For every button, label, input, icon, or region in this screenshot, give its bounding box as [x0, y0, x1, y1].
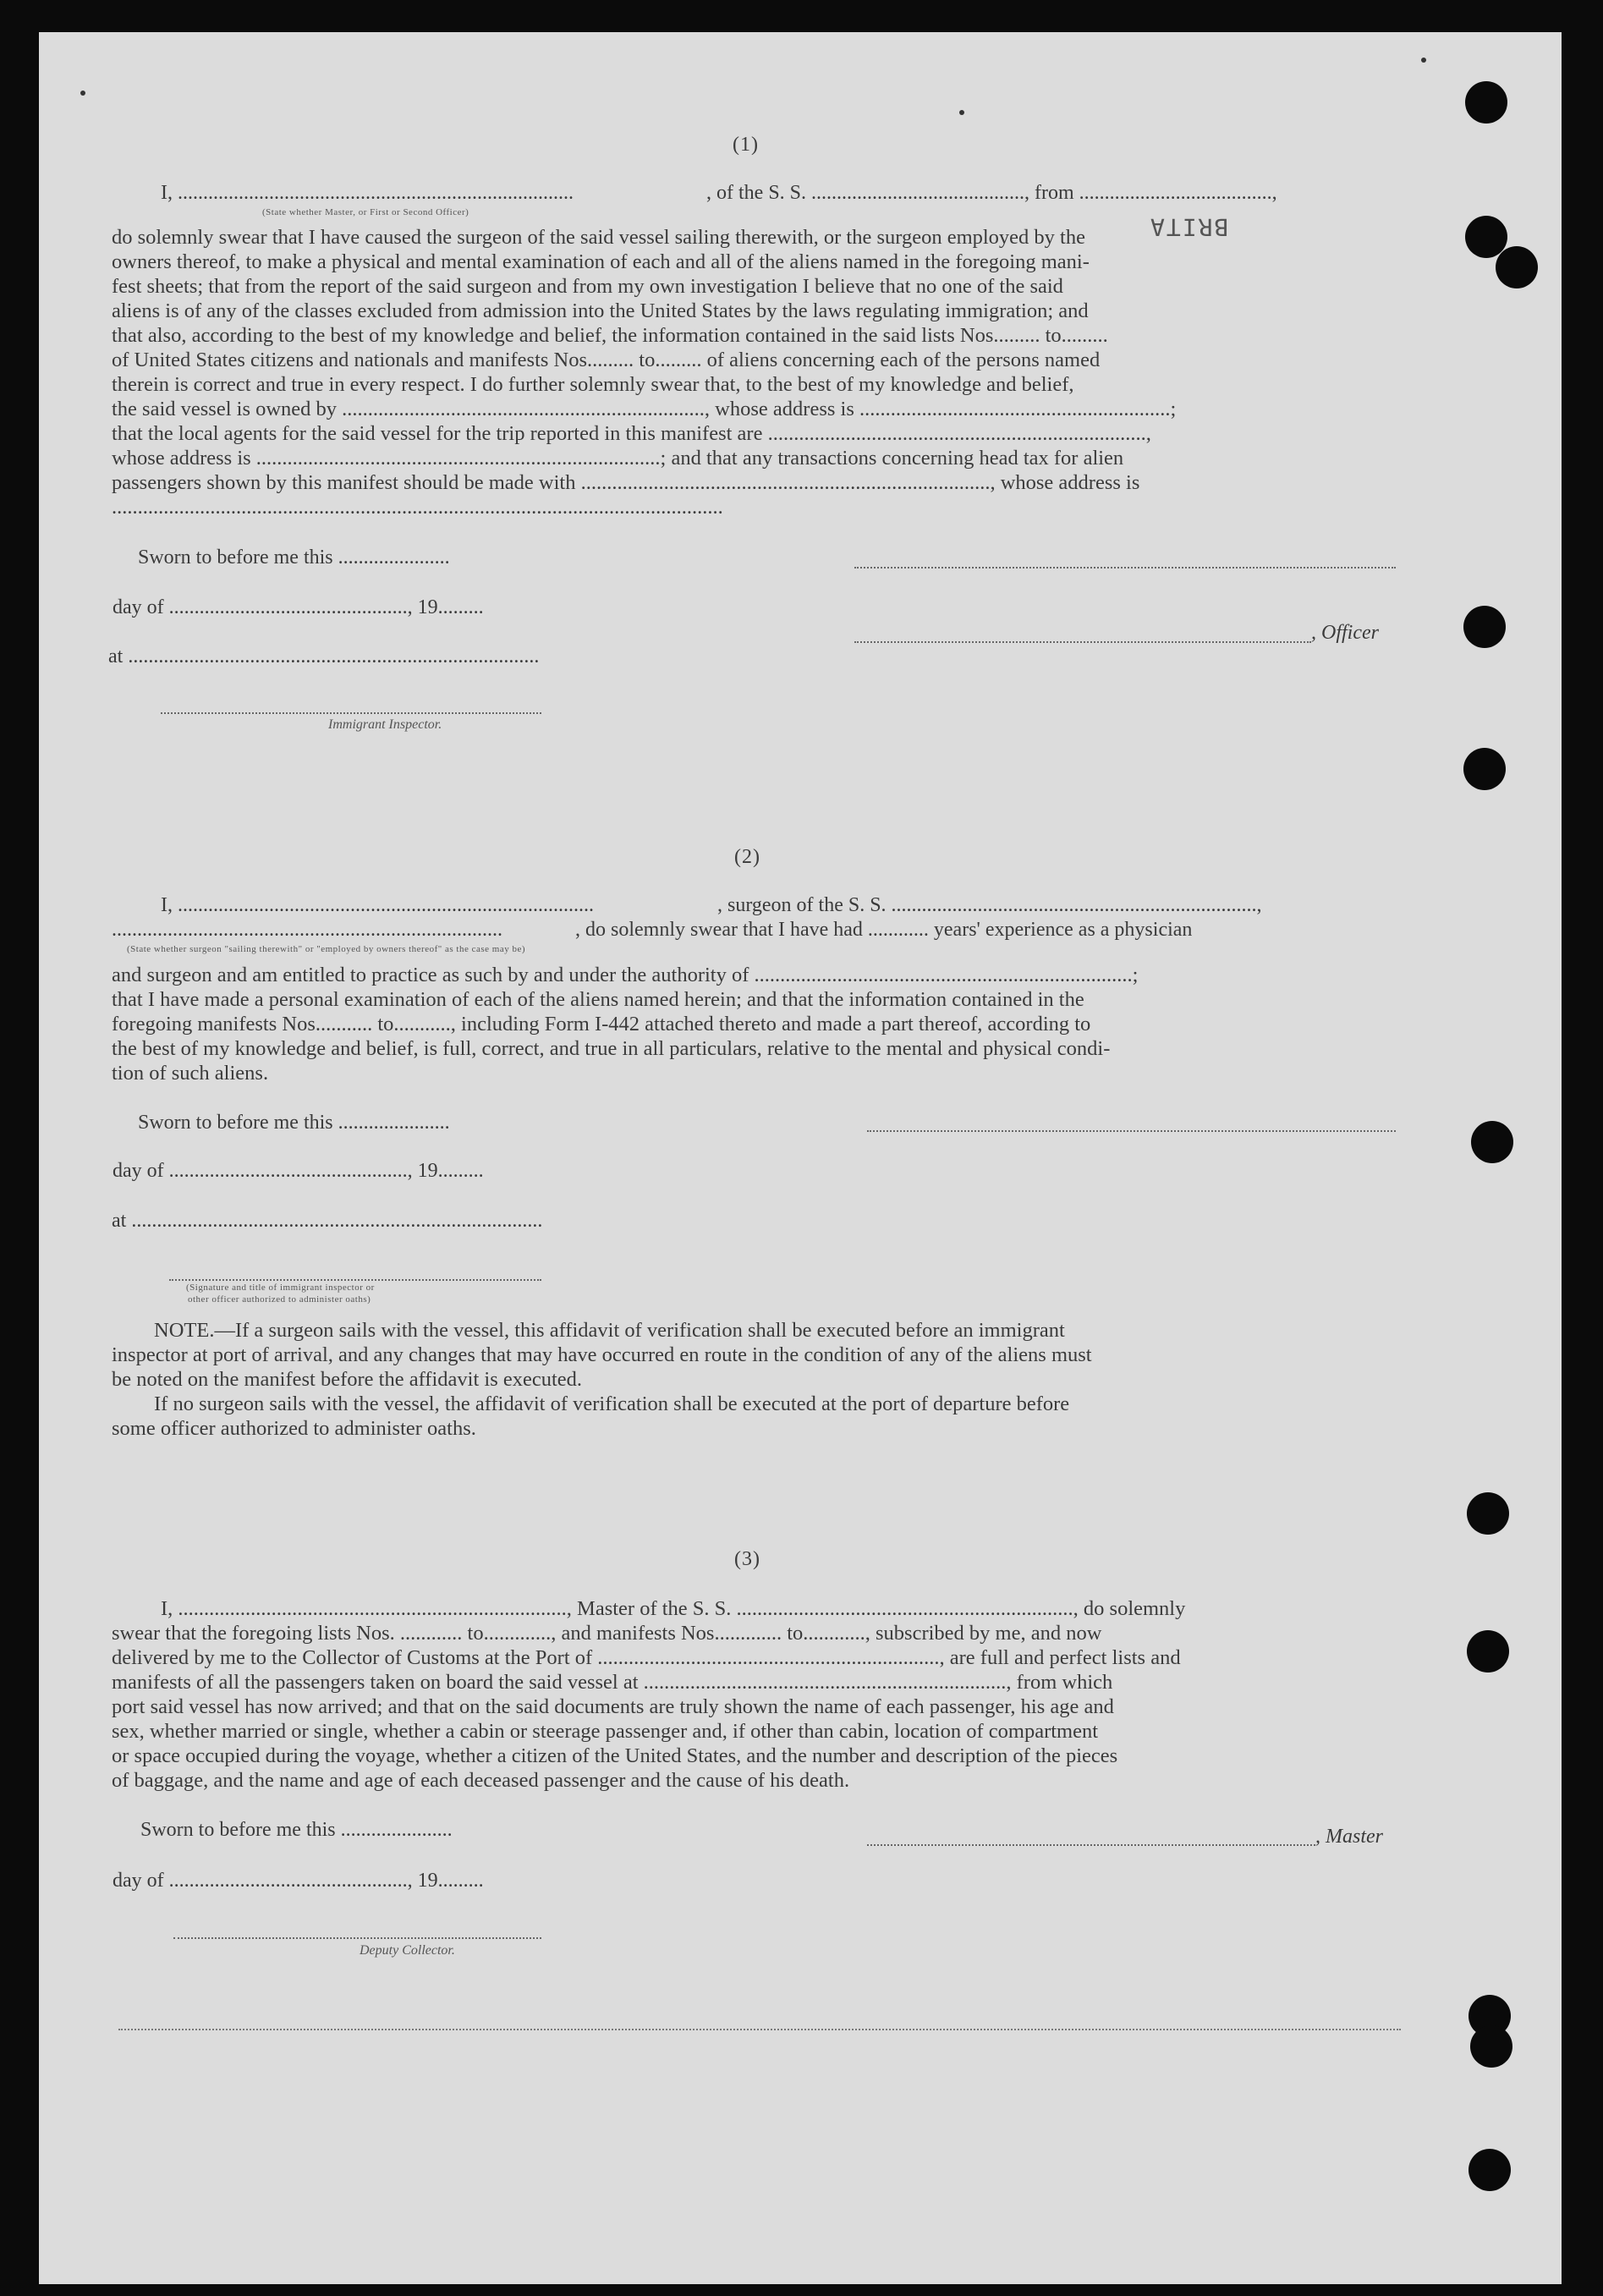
- punch-hole: [1471, 1121, 1513, 1163]
- s2-line: the best of my knowledge and belief, is full, correct, and true in all particulars, relative to the mental and physical condi-: [112, 1037, 1111, 1060]
- s3-line: of baggage, and the name and age of each deceased passenger and the cause of his death.: [112, 1769, 850, 1792]
- s1-affidavit-text: [112, 225, 1401, 519]
- s2-signature-line: [867, 1130, 1396, 1132]
- bottom-rule: [118, 2029, 1401, 2030]
- note-text: —If a surgeon sails with the vessel, this affidavit of verification shall be executed before an immigrant: [214, 1319, 1065, 1342]
- s1-officer-note: (State whether Master, or First or Second Officer): [262, 207, 469, 217]
- s3-master-line: [867, 1844, 1315, 1846]
- s2-sworn: Sworn to before me this ......................: [138, 1112, 450, 1134]
- s3-line: I, ..........................................................................., Master of the S. S. ................................................................., do solemnly: [161, 1597, 1186, 1620]
- s1-line: ......................................................................................................................: [112, 496, 723, 519]
- s3-day: day of ..............................................., 19.........: [113, 1870, 484, 1892]
- s2-line: that I have made a personal examination of each of the aliens named herein; and that the information contained in the: [112, 988, 1084, 1011]
- speck: [959, 110, 964, 115]
- punch-hole: [1465, 81, 1507, 124]
- s2-administrator-line: [169, 1279, 541, 1281]
- s1-line: that also, according to the best of my knowledge and belief, the information contained in the said lists Nos......... to.........: [112, 324, 1108, 347]
- s2-experience-field: , do solemnly swear that I have had ............ years' experience as a physician: [575, 919, 1193, 941]
- s3-line: sex, whether married or single, whether a cabin or steerage passenger and, if other than cabin, location of compartment: [112, 1720, 1099, 1743]
- punch-hole: [1467, 1492, 1509, 1535]
- s2-line: and surgeon and am entitled to practice as such by and under the authority of .........................................................................;: [112, 964, 1139, 986]
- s1-line: the said vessel is owned by ......................................................................, whose address is ............................................................;: [112, 398, 1177, 420]
- s1-at: at .................................................................................: [108, 645, 540, 667]
- s3-collector-label: Deputy Collector.: [360, 1943, 455, 1958]
- s1-line: that the local agents for the said vessel for the trip reported in this manifest are .........................................................................,: [112, 422, 1151, 445]
- s2-surgeon-note: (State whether surgeon "sailing therewith" or "employed by owners thereof" as the case may be): [127, 944, 526, 954]
- s2-day: day of ..............................................., 19.........: [113, 1160, 484, 1182]
- s2-name-field: I, ..................................................................................: [161, 894, 594, 916]
- s1-line: whose address is ..............................................................................; and that any transactions concerning head tax for alien: [112, 447, 1124, 470]
- s1-line: do solemnly swear that I have caused the surgeon of the said vessel sailing therewith, or the surgeon employed by the: [112, 226, 1085, 249]
- s3-master-label: , Master: [1315, 1826, 1383, 1848]
- s1-line: owners thereof, to make a physical and mental examination of each and all of the aliens named in the foregoing mani-: [112, 250, 1090, 273]
- note-line: some officer authorized to administer oaths.: [112, 1417, 476, 1440]
- punch-hole: [1469, 2149, 1511, 2191]
- s2-vessel-field: , surgeon of the S. S. ........................................................................,: [717, 894, 1262, 916]
- s1-line: of United States citizens and nationals and manifests Nos......... to......... of aliens concerning each of the persons named: [112, 349, 1101, 371]
- speck: [80, 91, 85, 96]
- punch-hole: [1470, 2025, 1512, 2068]
- s1-inspector-line: [161, 712, 541, 714]
- s1-line: fest sheets; that from the report of the said surgeon and from my own investigation I believe that no one of the said: [112, 275, 1063, 298]
- s2-sig-note-2: other officer authorized to administer oaths): [188, 1294, 371, 1305]
- s3-affidavit-text: [112, 1596, 1401, 1793]
- s3-line: delivered by me to the Collector of Customs at the Port of .................................................................., are full and perfect lists and: [112, 1646, 1181, 1669]
- s2-type-field: .............................................................................: [112, 919, 502, 941]
- s1-sworn: Sworn to before me this ......................: [138, 547, 450, 569]
- section-3-heading: (3): [734, 1548, 760, 1570]
- s1-name-field: I, ..............................................................................: [161, 182, 574, 204]
- punch-hole: [1463, 606, 1506, 648]
- s2-line: foregoing manifests Nos........... to..........., including Form I-442 attached thereto and made a part thereof, according to: [112, 1013, 1091, 1035]
- note-line: inspector at port of arrival, and any changes that may have occurred en route in the condition of any of the aliens must: [112, 1343, 1092, 1366]
- s1-inspector-label: Immigrant Inspector.: [328, 717, 442, 732]
- punch-hole: [1496, 246, 1538, 288]
- s2-sig-note-1: (Signature and title of immigrant inspector or: [186, 1283, 375, 1293]
- stamp-brita: BRITA: [1149, 213, 1229, 241]
- s2-affidavit-text: [112, 963, 1401, 1085]
- s1-line: therein is correct and true in every respect. I do further solemnly swear that, to the best of my knowledge and belief,: [112, 373, 1074, 396]
- s1-signature-line: [854, 567, 1396, 569]
- s2-at: at .................................................................................: [112, 1210, 543, 1232]
- note-line: be noted on the manifest before the affidavit is executed.: [112, 1368, 583, 1391]
- s3-sworn: Sworn to before me this ......................: [140, 1819, 453, 1841]
- s1-officer-label: , Officer: [1311, 622, 1379, 644]
- s1-vessel-field: , of the S. S. .........................................., from ......................................,: [706, 182, 1277, 204]
- s1-day: day of ..............................................., 19.........: [113, 596, 484, 618]
- note-line: If no surgeon sails with the vessel, the affidavit of verification shall be executed at the port of departure before: [154, 1392, 1070, 1415]
- s3-collector-line: [173, 1937, 541, 1939]
- section-1-heading: (1): [733, 134, 759, 156]
- s1-line: aliens is of any of the classes excluded from admission into the United States by the laws regulating immigration; and: [112, 299, 1089, 322]
- s3-line: manifests of all the passengers taken on board the said vessel at ......................................................................, from which: [112, 1671, 1113, 1694]
- s3-line: port said vessel has now arrived; and that on the said documents are truly shown the name of each passenger, his age and: [112, 1695, 1114, 1718]
- note-label: NOTE.: [154, 1319, 215, 1342]
- s3-line: or space occupied during the voyage, whether a citizen of the United States, and the number and description of the pieces: [112, 1744, 1118, 1767]
- s1-officer-line: [854, 641, 1311, 643]
- punch-hole: [1467, 1630, 1509, 1673]
- speck: [1421, 58, 1426, 63]
- section-2-heading: (2): [734, 846, 760, 868]
- s2-line: tion of such aliens.: [112, 1062, 269, 1085]
- note-line: [112, 1318, 1401, 1343]
- s3-line: swear that the foregoing lists Nos. ............ to............., and manifests Nos............. to............, subscribed by me, and now: [112, 1622, 1102, 1645]
- punch-hole: [1463, 748, 1506, 790]
- s2-note-text: [112, 1318, 1401, 1441]
- s1-line: passengers shown by this manifest should be made with ..............................................................................., whose address is: [112, 471, 1140, 494]
